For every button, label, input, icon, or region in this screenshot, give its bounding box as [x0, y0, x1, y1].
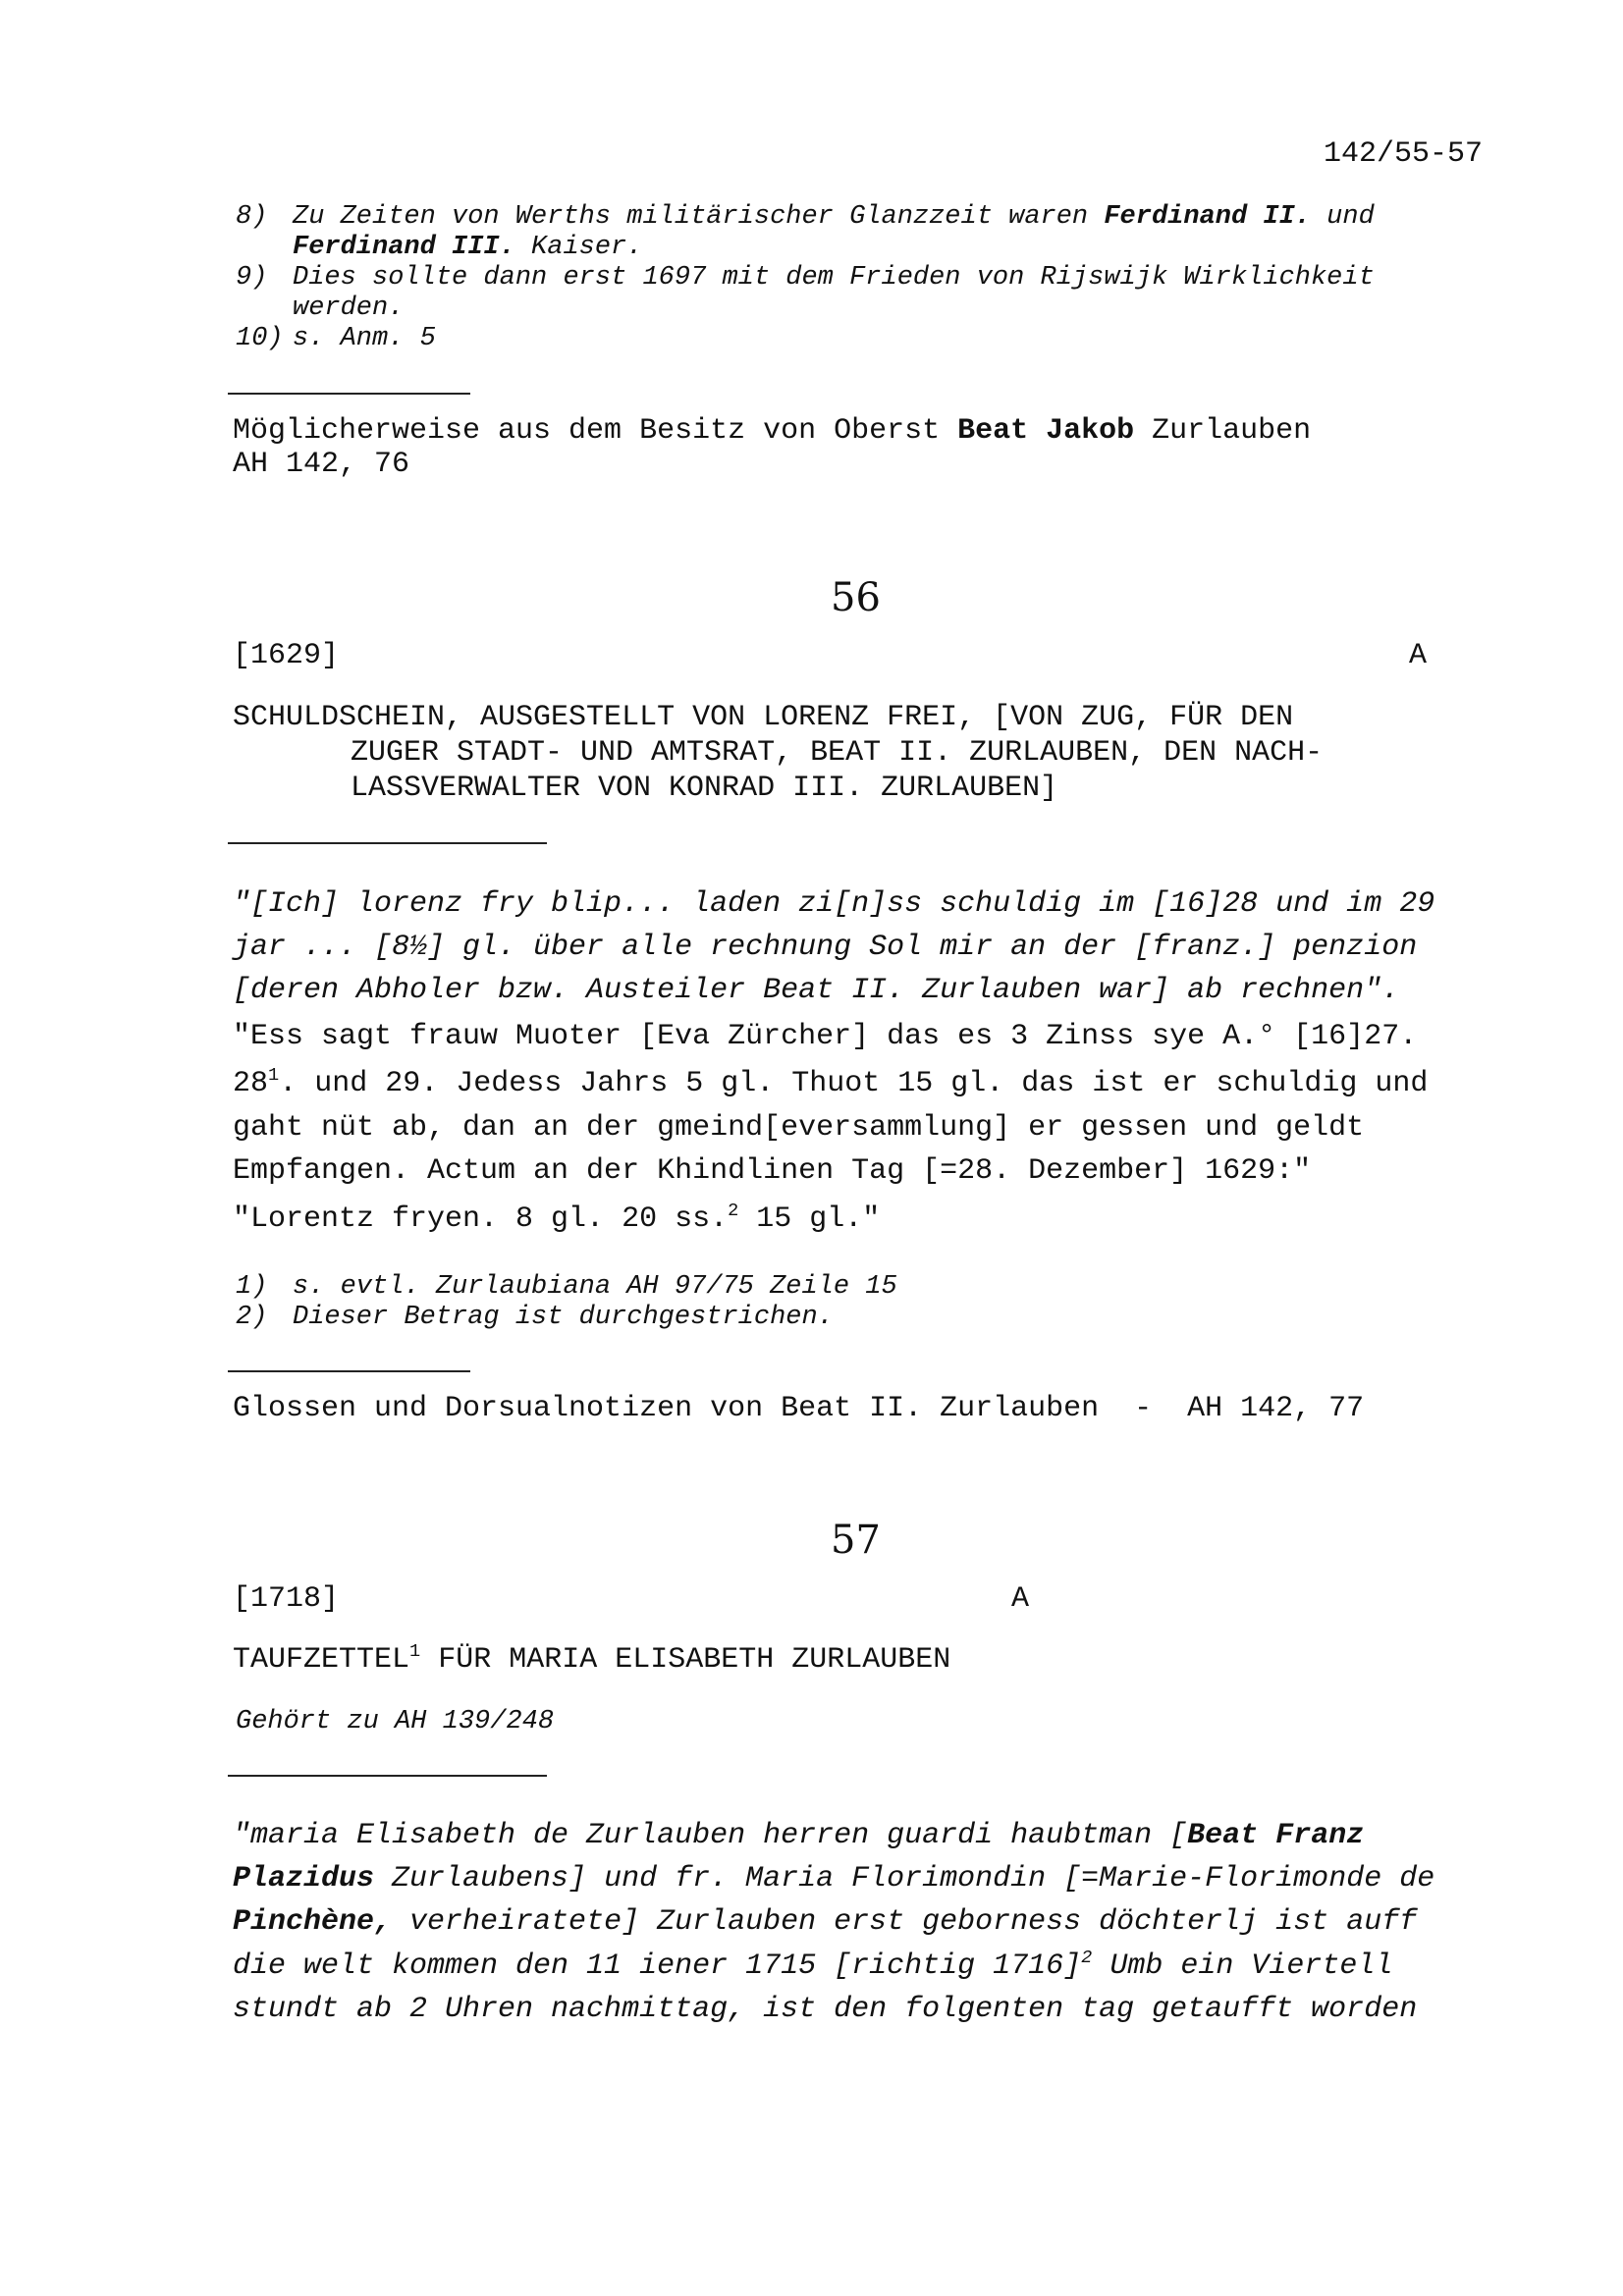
footnote-8: Zu Zeiten von Werths militärischer Glanzzeit waren Ferdinand II. und [293, 202, 1375, 232]
document-title-cont: LASSVERWALTER VON KONRAD III. ZURLAUBEN] [351, 772, 1058, 805]
document-title-cont: ZUGER STADT- UND AMTSRAT, BEAT II. ZURLAUBEN, DEN NACH- [351, 736, 1324, 770]
page-reference: 142/55-57 [1323, 137, 1483, 171]
document-number: 56 [831, 575, 881, 620]
footnote-ref: 2 [728, 1200, 739, 1221]
quote-line: Plazidus Zurlaubens] und fr. Maria Florimondin [=Marie-Florimonde de [233, 1862, 1435, 1896]
section-separator [228, 842, 547, 844]
footnote-9-cont: werden. [293, 294, 405, 323]
related-reference: Gehört zu AH 139/248 [236, 1707, 555, 1736]
quote-line: die welt kommen den 11 iener 1715 [richtig 1716]$^2$ Umb ein Viertell [233, 1947, 1393, 1983]
footnote-1-number: 1) [236, 1272, 268, 1302]
footnote-ref: 1 [409, 1640, 421, 1662]
footnote-10: s. Anm. 5 [293, 324, 436, 353]
quote-line: jar ... [8½] gl. über alle rechnung Sol mir an der [franz.] penzion [233, 931, 1418, 964]
footnote-2-number: 2) [236, 1303, 268, 1332]
quote-line: stundt ab 2 Uhren nachmittag, ist den folgenten tag getaufft worden [233, 1993, 1418, 2026]
footnote-10-number: 10) [236, 324, 284, 353]
quote-line: "[Ich] lorenz fry blip... laden zi[n]ss schuldig im [16]28 und im 29 [233, 887, 1435, 921]
document-type: A [1011, 1582, 1030, 1616]
footnote-1: s. evtl. Zurlaubiana AH 97/75 Zeile 15 [293, 1272, 897, 1302]
section-separator [228, 1775, 547, 1777]
footnote-9: Dies sollte dann erst 1697 mit dem Frieden von Rijswijk Wirklichkeit [293, 263, 1375, 293]
footnote-separator [228, 1370, 470, 1372]
provenance-note: Möglicherweise aus dem Besitz von Oberst Beat Jakob Zurlauben [233, 414, 1312, 448]
archive-reference: AH 142, 76 [233, 448, 410, 481]
footnote-8-cont: Ferdinand III. Kaiser. [293, 233, 643, 262]
quote-line: [deren Abholer bzw. Austeiler Beat II. Zurlauben war] ab rechnen". [233, 974, 1400, 1007]
quote-line: Pinchène, verheiratete] Zurlauben erst geborness döchterlj ist auff [233, 1905, 1418, 1939]
footnote-ref: 2 [1081, 1947, 1093, 1968]
footnote-ref: 1 [268, 1064, 280, 1086]
document-date: [1629] [233, 639, 340, 672]
quote-line: "Lorentz fryen. 8 gl. 20 ss.$^2$ 15 gl." [233, 1200, 881, 1236]
document-title: SCHULDSCHEIN, AUSGESTELLT VON LORENZ FREI, [VON ZUG, FÜR DEN [233, 701, 1294, 734]
quote-line: Empfangen. Actum an der Khindlinen Tag [=28. Dezember] 1629:" [233, 1154, 1312, 1188]
source-note: Glossen und Dorsualnotizen von Beat II. Zurlauben - AH 142, 77 [233, 1392, 1365, 1425]
quote-line: "maria Elisabeth de Zurlauben herren guardi haubtman [Beat Franz [233, 1819, 1365, 1852]
footnote-8-number: 8) [236, 202, 268, 232]
document-date: [1718] [233, 1582, 340, 1616]
document-type: A [1409, 639, 1428, 672]
footnote-separator [228, 393, 470, 395]
footnote-9-number: 9) [236, 263, 268, 293]
quote-line: $28^1$. und 29. Jedess Jahrs 5 gl. Thuot 15 gl. das ist er schuldig und [233, 1064, 1429, 1100]
document-number: 57 [831, 1518, 881, 1563]
footnote-2: Dieser Betrag ist durchgestrichen. [293, 1303, 834, 1332]
document-title: TAUFZETTEL$^1$ FÜR MARIA ELISABETH ZURLAUBEN [233, 1640, 951, 1677]
quote-line: "Ess sagt frauw Muoter [Eva Zürcher] das es 3 Zinss sye A.° [16]27. [233, 1020, 1418, 1053]
quote-line: gaht nüt ab, dan an der gmeind[eversammlung] er gessen und geldt [233, 1111, 1365, 1145]
